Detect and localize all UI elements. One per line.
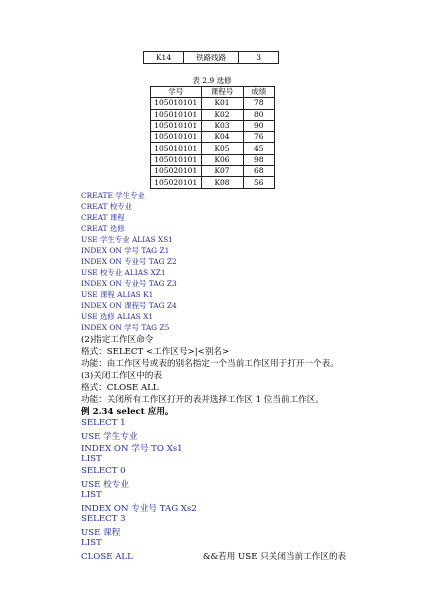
table-row (144, 52, 279, 64)
table-row (151, 132, 275, 143)
function-line: 功能：关闭所有工作区打开的表并选择工作区 1 位当前工作区。 (81, 395, 324, 405)
code-line: INDEX ON 学号 TAG Z1 (81, 246, 170, 255)
code-line: INDEX ON 学号 TAG Z5 (81, 323, 170, 332)
code-line: LIST (81, 490, 102, 500)
column-header: 学号 (151, 87, 202, 98)
table-cell: K14 (144, 52, 184, 64)
table-row (151, 177, 275, 188)
code-line-with-comment (81, 550, 346, 562)
table-cell: 105010101 (151, 132, 202, 143)
elective-table (150, 86, 275, 189)
code-line: INDEX ON 专业号 TAG Z3 (81, 279, 177, 288)
table-cell: 68 (243, 166, 274, 177)
table-header-row (151, 87, 275, 98)
table-cell: 3 (239, 52, 279, 64)
table-cell: 105020101 (151, 166, 202, 177)
code-line: INDEX ON 专业号 TAG Z2 (81, 257, 177, 266)
section-heading: (2)指定工作区命令 (81, 335, 154, 345)
table-cell: 56 (243, 177, 274, 188)
code-line: USE 学生专业 ALIAS XS1 (81, 235, 173, 244)
table-row (151, 120, 275, 131)
function-line: 功能：由工作区号或表的别名指定一个当前工作区用于打开一个表。 (81, 359, 339, 369)
top-table-fragment (143, 51, 279, 64)
code-line: CLOSE ALL (81, 552, 133, 562)
code-line: INDEX ON 学号 TO Xs1 (81, 444, 183, 454)
format-line: 格式：CLOSE ALL (81, 383, 159, 393)
table-cell: 105010101 (151, 120, 202, 131)
code-line: SELECT 3 (81, 514, 126, 524)
table-row (151, 166, 275, 177)
table-cell: 105010101 (151, 154, 202, 165)
table-cell: K08 (201, 177, 243, 188)
code-line: USE 选修 ALIAS X1 (81, 312, 154, 321)
code-line: USE 学生专业 (81, 432, 138, 442)
code-line: LIST (81, 538, 102, 548)
table-cell: 90 (243, 120, 274, 131)
table-cell: 98 (243, 154, 274, 165)
code-line: CREAT 课程 (81, 213, 125, 222)
table-cell: K02 (201, 109, 243, 120)
code-line: USE 课程 ALIAS K1 (81, 290, 154, 299)
column-header: 成绩 (243, 87, 274, 98)
table-cell: 105010101 (151, 109, 202, 120)
code-line: USE 课程 (81, 528, 121, 538)
example-heading: 例 2.34 select 应用。 (81, 407, 174, 417)
table-cell: K04 (201, 132, 243, 143)
table-cell: 45 (243, 143, 274, 154)
table-cell: 105010101 (151, 143, 202, 154)
table-cell: K03 (201, 120, 243, 131)
table-cell: 105020101 (151, 177, 202, 188)
format-line: 格式：SELECT <工作区号>|<别名> (81, 347, 230, 357)
table-cell: K06 (201, 154, 243, 165)
table-row (151, 143, 275, 154)
section-heading: (3)关闭工作区中的表 (81, 371, 162, 381)
code-line: USE 校专业 ALIAS XZ1 (81, 268, 166, 277)
table-cell: 105010101 (151, 98, 202, 109)
code-line: CREAT 校专业 (81, 202, 132, 211)
code-line: CREAT 选修 (81, 224, 125, 233)
table-cell: K05 (201, 143, 243, 154)
table-row (151, 98, 275, 109)
code-line: INDEX ON 课程号 TAG Z4 (81, 301, 177, 310)
code-line: INDEX ON 专业号 TAG Xs2 (81, 504, 197, 514)
code-line: CREATE 学生专业 (81, 191, 145, 200)
table-cell: K01 (201, 98, 243, 109)
table-cell: 76 (243, 132, 274, 143)
code-line: SELECT 0 (81, 466, 126, 476)
code-comment: &&若用 USE 只关闭当前工作区的表 (202, 552, 347, 562)
table-row (151, 109, 275, 120)
table-row (151, 154, 275, 165)
table-cell: 铁路线路 (184, 52, 239, 64)
table-cell: K07 (201, 166, 243, 177)
code-line: LIST (81, 454, 102, 464)
table-cell: 80 (243, 109, 274, 120)
table-cell: 78 (243, 98, 274, 109)
column-header: 课程号 (201, 87, 243, 98)
code-line: USE 校专业 (81, 480, 129, 490)
code-line: SELECT 1 (81, 418, 126, 428)
table-caption: 表 2.9 选修 (192, 76, 232, 85)
